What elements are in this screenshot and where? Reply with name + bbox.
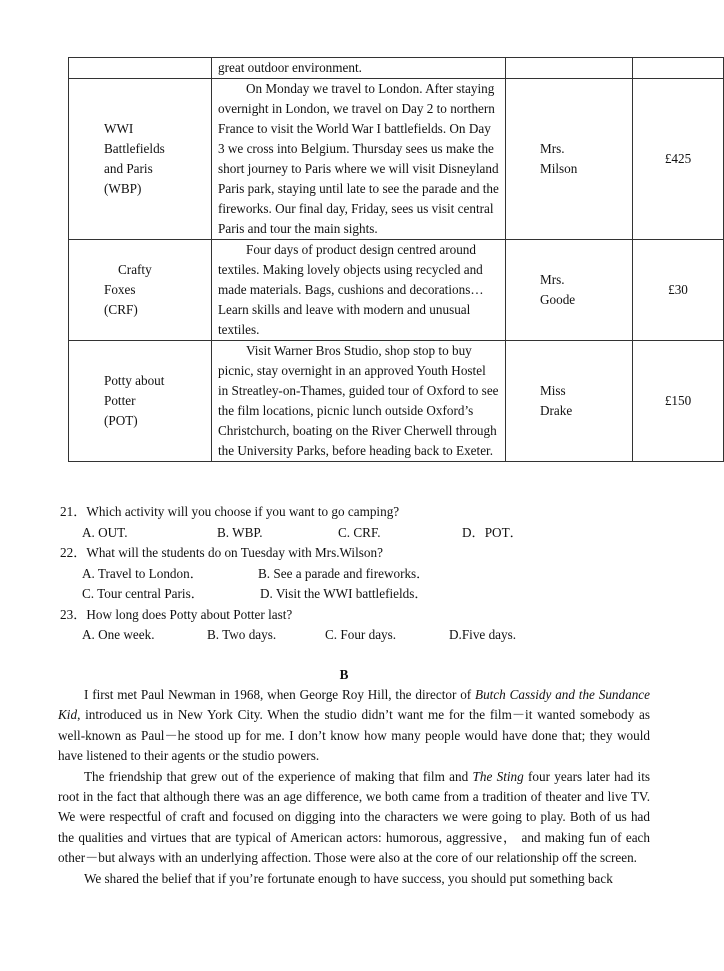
- paragraph-2: The friendship that grew out of the experience of making that film and The Sting four years later had its root in the fact that although there was an age difference, we both came from a tradition of theater and live TV. We were respectful of craft and focused on digging into the characters we were going to play. Both of us had the qualities and virtues that are typical of American actors: humorous, aggressive， and making fun of each other－but always with an underlying affection. Those were also at the core of our relationship off the screen.: [58, 768, 650, 866]
- description-cell: great outdoor environment.: [212, 58, 506, 79]
- option-d: D. Visit the WWI battlefields．: [260, 586, 428, 601]
- question-23: 23．How long does Potty about Potter last?: [60, 606, 293, 622]
- activities-table: [68, 57, 724, 462]
- option-c: C. CRF.: [338, 524, 381, 540]
- activity-teacher-pot: Miss Drake: [506, 341, 633, 462]
- activity-description-crf: Four days of product design centred around textiles. Making lovely objects using recycled and made materials. Bags, cushions and decorations…Learn skills and leave with modern and unusual textiles.: [212, 240, 506, 341]
- section-heading: B: [339, 667, 349, 682]
- film-title: The Sting: [472, 768, 524, 784]
- table-row: [69, 58, 724, 79]
- activity-description-wbp: On Monday we travel to London. After staying overnight in London, we travel on Day 2 to northern France to visit the World War I battlefields. On Day 3 we cross into Belgium. Thursday sees us make the short journey to Paris where we will visit Disneyland Paris park, staying until late to see the parade and the fireworks. Our final day, Friday, sees us visit central Paris and tour the main sights.: [212, 79, 506, 240]
- name-cell: [69, 58, 212, 79]
- option-c: C. Four days.: [325, 627, 397, 642]
- table-row: [69, 341, 724, 462]
- questions-section: [60, 502, 660, 646]
- option-a: A. OUT.: [82, 524, 128, 540]
- price-cell: [633, 58, 724, 79]
- activity-teacher-crf: Mrs. Goode: [506, 240, 633, 341]
- question-22: 22．What will the students do on Tuesday with Mrs.Wilson?: [60, 545, 383, 560]
- activity-teacher-wbp: Mrs. Milson: [506, 79, 633, 240]
- activity-description-pot: Visit Warner Bros Studio, shop stop to buy picnic, stay overnight in an approved Youth Hostel in Streatley-on-Thames, guided tour of Oxford to see the film locations, picnic lunch outside Oxford’s Christchurch, boating on the River Cherwell through the University Parks, before heading back to Exeter.: [212, 341, 506, 462]
- option-b: B. Two days.: [207, 627, 277, 642]
- activity-name-crf: Crafty Foxes (CRF): [69, 240, 212, 341]
- option-d: D.Five days.: [449, 627, 517, 642]
- question-23-options: [82, 625, 660, 646]
- activity-price-wbp: £425: [633, 79, 724, 240]
- activity-price-crf: £30: [633, 240, 724, 341]
- option-a: A. One week.: [82, 627, 155, 642]
- option-b: B. See a parade and fireworks．: [258, 565, 430, 581]
- paragraph-1: I first met Paul Newman in 1968, when George Roy Hill, the director of Butch Cassidy and the Sundance Kid, introduced us in New York City. When the studio didn’t want me for the film－it wanted somebody as well-known as Paul－he stood up for me. I don’t know how many people would have done that; they would have listened to their agents or the studio powers.: [58, 687, 651, 764]
- film-title: Butch Cassidy and the Sundance Kid: [58, 687, 651, 723]
- reading-passage: [58, 685, 650, 889]
- activity-name-wbp: WWI Battlefields and Paris (WBP): [69, 79, 212, 240]
- option-c: C. Tour central Paris．: [82, 586, 204, 601]
- option-d: D．POT．: [462, 524, 523, 540]
- activity-price-pot: £150: [633, 341, 724, 462]
- paragraph-3: We shared the belief that if you’re fortunate enough to have success, you should put something back: [84, 870, 613, 886]
- question-21-options: [82, 523, 660, 544]
- option-b: B. WBP.: [217, 524, 263, 540]
- question-21: 21．Which activity will you choose if you want to go camping?: [60, 504, 400, 519]
- table-row: [69, 240, 724, 341]
- option-a: A. Travel to London．: [82, 565, 203, 581]
- question-22-options-2: [82, 584, 660, 605]
- teacher-cell: [506, 58, 633, 79]
- table-row: [69, 79, 724, 240]
- activity-name-pot: Potty about Potter (POT): [69, 341, 212, 462]
- question-22-options: [82, 564, 660, 585]
